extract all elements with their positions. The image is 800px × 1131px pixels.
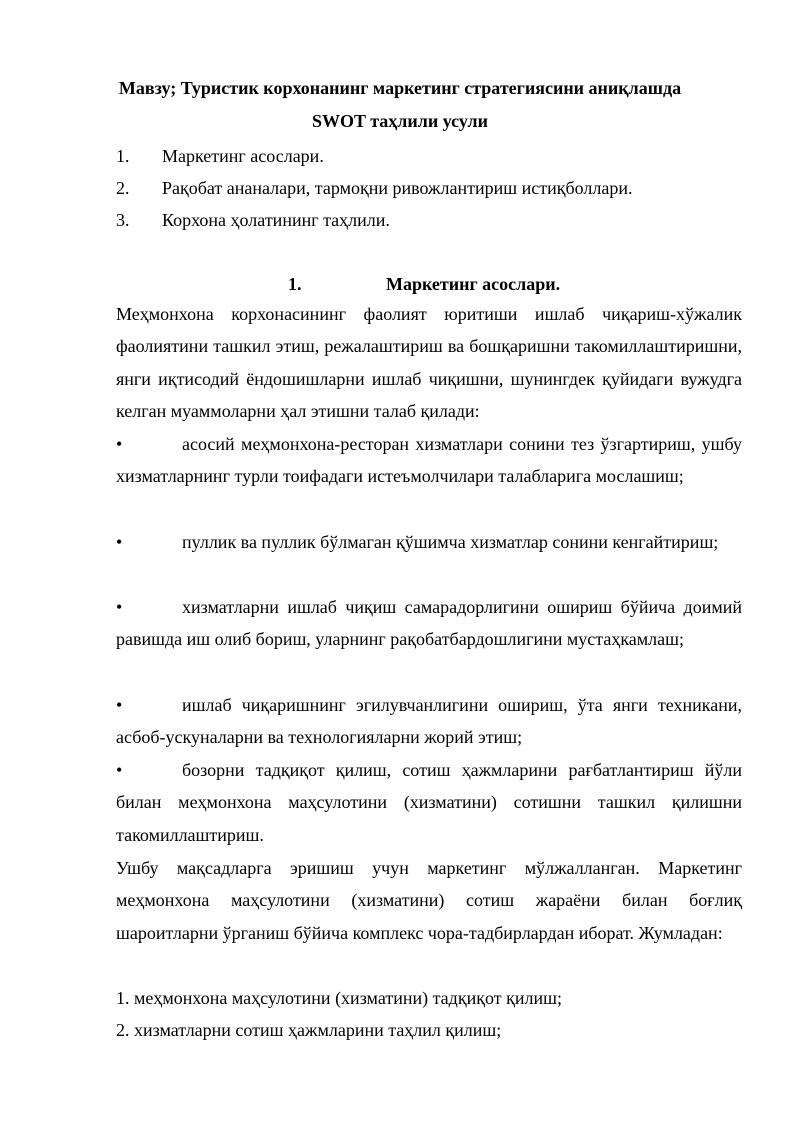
bullet-item-2: пуллик ва пуллик бўлмаган қўшимча хизматлар сонини кенгайтириш; <box>182 532 719 552</box>
toc-item-text: Маркетинг асослари. <box>162 146 324 166</box>
goals-paragraph: Ушбу мақсадларга эришиш учун маркетинг мўлжалланган. Маркетинг меҳмонхона маҳсулотини (хизматини) сотиш жараёни билан боғлиқ шароитларни ўрганиш бўйича комплекс чора-тадбирлардан иборат. Жумладан: <box>116 858 742 943</box>
toc-item-3 <box>116 208 756 240</box>
bullet-item-5: бозорни тадқиқот қилиш, сотиш ҳажмларини рағбатлантириш йўли билан меҳмонхона маҳсулотини (хизматини) сотишни ташкил қилишни такомиллаштириш. <box>116 760 742 845</box>
section-number: 1. <box>288 274 302 294</box>
toc-item-1 <box>116 144 756 176</box>
numbered-list-item-1: 1. меҳмонхона маҳсулотини (хизматини) тадқиқот қилиш; <box>116 988 562 1008</box>
section-title: Маркетинг асослари. <box>386 274 561 294</box>
intro-paragraph: Меҳмонхона корхонасининг фаолият юритиши ишлаб чиқариш-хўжалик фаолиятини ташкил этиш, режалаштириш ва бошқаришни такомиллаштиришни, янги иқтисодий ёндошишларни ишлаб чиқишни, шунингдек қуйидаги вужудга келган муаммоларни ҳал этишни талаб қилади: <box>116 304 742 421</box>
bullet-item-3: хизматларни ишлаб чиқиш самарадорлигини ошириш бўйича доимий равишда иш олиб бориш, уларнинг рақобатбардошлигини мустаҳкамлаш; <box>116 597 742 650</box>
numbered-list-item-2: 2. хизматларни сотиш ҳажмларини таҳлил қилиш; <box>116 1020 502 1040</box>
bullet-item-4: ишлаб чиқаришнинг эгилувчанлигини ошириш, ўта янги техникани, асбоб-ускуналарни ва технологияларни жорий этиш; <box>116 695 742 748</box>
toc-item-2 <box>116 176 756 208</box>
table-of-contents <box>116 144 756 240</box>
toc-item-text: Корхона ҳолатининг таҳлили. <box>162 210 390 230</box>
bullet-icon: • <box>116 760 123 780</box>
toc-item-number: 3. <box>116 210 130 230</box>
bullet-icon: • <box>116 532 123 552</box>
document-title-line-2: SWOT таҳлили усули <box>312 111 488 131</box>
bullet-item-1: асосий меҳмонхона-ресторан хизматлари сонини тез ўзгартириш, ушбу хизматларнинг турли тоифадаги истеъмолчилари талабларига мослашиш; <box>116 434 742 487</box>
bullet-icon: • <box>116 434 123 454</box>
bullet-icon: • <box>116 597 123 617</box>
toc-item-text: Рақобат ананалари, тармоқни ривожлантириш истиқболлари. <box>162 178 633 198</box>
document-title-line-1: Мавзу; Туристик корхонанинг маркетинг стратегиясини аниқлашда <box>118 78 682 98</box>
bullet-icon: • <box>116 695 123 715</box>
toc-item-number: 1. <box>116 146 130 166</box>
toc-item-number: 2. <box>116 178 130 198</box>
